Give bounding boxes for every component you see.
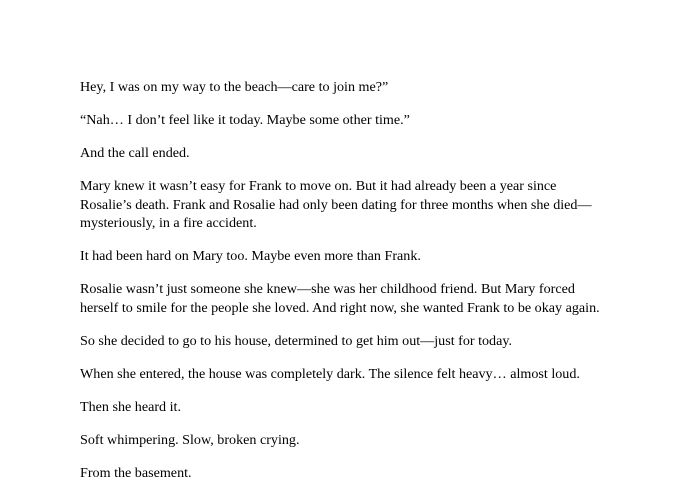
paragraph: “Nah… I don’t feel like it today. Maybe some other time.” — [80, 112, 410, 128]
paragraph: It had been hard on Mary too. Maybe even more than Frank. — [80, 248, 421, 264]
paragraph: From the basement. — [80, 464, 192, 481]
paragraph: When she entered, the house was completely dark. The silence felt heavy… almost loud. — [80, 365, 580, 382]
paragraph: Rosalie wasn’t just someone she knew—she was her childhood friend. But Mary forced herself to smile for the people she loved. And right now, she wanted Frank to be okay again. — [80, 281, 600, 316]
paragraph: Then she heard it. — [80, 398, 181, 415]
document-body — [80, 78, 610, 497]
paragraph: Hey, I was on my way to the beach—care to join me?” — [80, 79, 389, 95]
paragraph: Mary knew it wasn’t easy for Frank to move on. But it had already been a year since Rosalie’s death. Frank and Rosalie had only been dating for three months when she died—mysteriously, in a fire accident. — [80, 178, 592, 231]
paragraph: Soft whimpering. Slow, broken crying. — [80, 431, 300, 448]
paragraph: So she decided to go to his house, determined to get him out—just for today. — [80, 332, 513, 349]
paragraph: And the call ended. — [80, 145, 190, 161]
